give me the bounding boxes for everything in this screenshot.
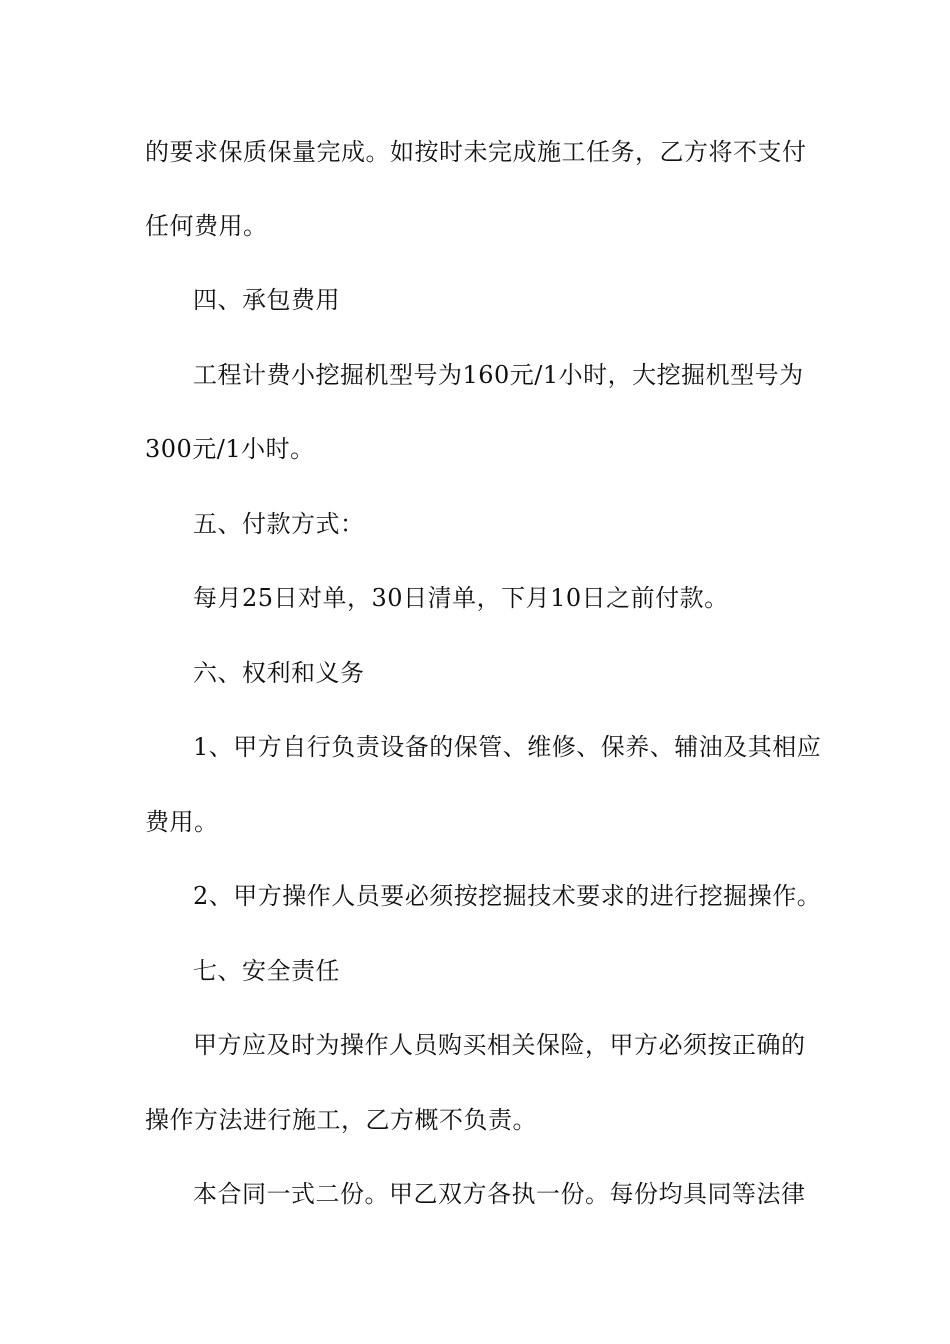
section-heading: 七、安全责任 xyxy=(193,957,340,985)
paragraph-line: 工程计费小挖掘机型号为160元/1小时，大挖掘机型号为 xyxy=(193,361,804,389)
paragraph-line: 300元/1小时。 xyxy=(145,435,315,463)
paragraph-line: 的要求保质保量完成。如按时未完成施工任务，乙方将不支付 xyxy=(145,138,807,166)
paragraph-line: 费用。 xyxy=(145,808,219,836)
section-heading: 四、承包费用 xyxy=(193,286,340,314)
paragraph-line: 任何费用。 xyxy=(145,212,268,240)
paragraph-line: 甲方应及时为操作人员购买相关保险，甲方必须按正确的 xyxy=(193,1031,806,1059)
paragraph-line: 操作方法进行施工，乙方概不负责。 xyxy=(145,1106,537,1134)
paragraph-line: 每月25日对单，30日清单，下月10日之前付款。 xyxy=(193,584,729,612)
section-heading: 五、付款方式： xyxy=(193,510,365,538)
paragraph-line: 2、甲方操作人员要必须按挖掘技术要求的进行挖掘操作。 xyxy=(193,882,822,910)
section-heading: 六、权利和义务 xyxy=(193,659,365,687)
paragraph-line: 1、甲方自行负责设备的保管、维修、保养、辅油及其相应 xyxy=(193,733,822,761)
paragraph-line: 本合同一式二份。甲乙双方各执一份。每份均具同等法律 xyxy=(193,1180,806,1208)
